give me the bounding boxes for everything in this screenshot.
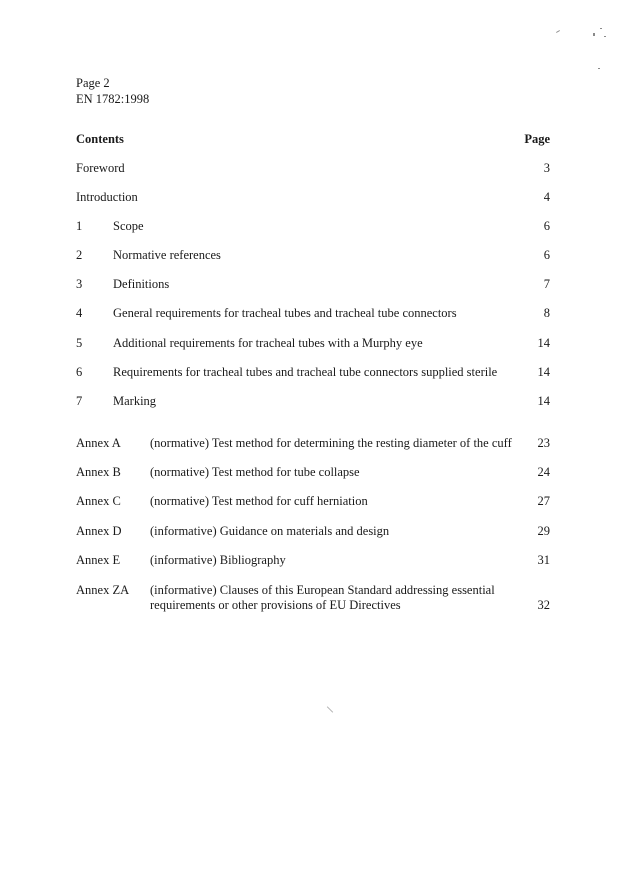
toc-entry-title: (normative) Test method for cuff herniation <box>150 494 368 508</box>
toc-annex-label: Annex A <box>76 436 121 450</box>
toc-entry-title: Requirements for tracheal tubes and tracheal tube connectors supplied sterile <box>113 365 498 379</box>
scan-speck <box>593 33 595 36</box>
toc-entry-title: Scope <box>113 219 144 233</box>
toc-entry-title: Foreword <box>76 161 125 175</box>
toc-entry-page: 23 <box>537 436 550 450</box>
toc-entry-annex-za[interactable] <box>76 583 550 615</box>
contents-heading: Contents <box>76 132 124 146</box>
toc-annex-label: Annex B <box>76 465 121 479</box>
scan-speck <box>604 36 606 37</box>
toc-entry-number: 3 <box>76 277 83 291</box>
toc-entry-clause-5[interactable] <box>76 334 550 352</box>
toc-entry-number: 1 <box>76 219 83 233</box>
toc-entry-title: General requirements for tracheal tubes and tracheal tube connectors <box>113 306 457 320</box>
toc-entry-introduction[interactable] <box>76 188 550 206</box>
toc-entry-foreword[interactable] <box>76 159 550 177</box>
toc-entry-number: 7 <box>76 394 83 408</box>
page-column-heading: Page <box>524 132 550 146</box>
toc-entry-number: 2 <box>76 248 83 262</box>
toc-annex-label: Annex ZA <box>76 583 130 597</box>
toc-entry-title: Introduction <box>76 190 138 204</box>
toc-entry-title: (informative) Guidance on materials and design <box>150 524 390 538</box>
toc-entry-annex-b[interactable] <box>76 465 550 483</box>
toc-entry-page: 4 <box>543 190 550 204</box>
toc-entry-title: Normative references <box>113 248 221 262</box>
toc-entry-page: 14 <box>537 336 550 350</box>
toc-entry-title: (normative) Test method for tube collapse <box>150 465 360 479</box>
toc-entry-clause-3[interactable] <box>76 275 550 293</box>
scan-speck <box>327 706 333 712</box>
toc-entry-clause-7[interactable] <box>76 392 550 410</box>
toc-entry-number: 4 <box>76 306 83 320</box>
toc-entry-title: (informative) Clauses of this European Standard addressing essential requirements or other provisions of EU Directives <box>150 583 495 612</box>
toc-entry-page: 29 <box>537 524 550 538</box>
toc-entry-clause-4[interactable] <box>76 304 550 322</box>
toc-entry-page: 14 <box>537 365 550 379</box>
toc-entry-page: 27 <box>537 494 550 508</box>
contents-heading-row <box>76 132 550 147</box>
toc-entry-annex-c[interactable] <box>76 494 550 512</box>
toc-entry-page: 8 <box>543 306 550 320</box>
toc-entry-page: 31 <box>537 553 550 567</box>
toc-entry-title: (normative) Test method for determining the resting diameter of the cuff <box>150 436 512 450</box>
toc-entry-title: (informative) Bibliography <box>150 553 286 567</box>
toc-entry-page: 14 <box>537 394 550 408</box>
scan-speck <box>598 68 600 69</box>
scan-speck <box>556 30 560 33</box>
toc-entry-title: Additional requirements for tracheal tubes with a Murphy eye <box>113 336 423 350</box>
toc-entry-clause-2[interactable] <box>76 246 550 264</box>
toc-entry-clause-1[interactable] <box>76 217 550 235</box>
toc-entry-annex-d[interactable] <box>76 524 550 542</box>
toc-entry-page: 6 <box>543 219 550 233</box>
toc-entry-page: 6 <box>543 248 550 262</box>
toc-annex-label: Annex E <box>76 553 121 567</box>
toc-entry-annex-a[interactable] <box>76 436 550 454</box>
toc-entry-page: 24 <box>537 465 550 479</box>
page-header <box>76 75 149 107</box>
toc-entry-page: 3 <box>543 161 550 175</box>
toc-entry-number: 6 <box>76 365 83 379</box>
toc-annex-label: Annex D <box>76 524 122 538</box>
toc-entry-page: 32 <box>537 598 550 612</box>
scan-speck <box>600 28 602 29</box>
page-number: Page 2 <box>76 76 110 90</box>
toc-annex-label: Annex C <box>76 494 121 508</box>
toc-entry-annex-e[interactable] <box>76 553 550 571</box>
toc-entry-page: 7 <box>543 277 550 291</box>
standard-designation: EN 1782:1998 <box>76 92 150 106</box>
toc-entry-title: Marking <box>113 394 157 408</box>
toc-entry-clause-6[interactable] <box>76 363 550 381</box>
toc-entry-title: Definitions <box>113 277 170 291</box>
toc-entry-number: 5 <box>76 336 83 350</box>
